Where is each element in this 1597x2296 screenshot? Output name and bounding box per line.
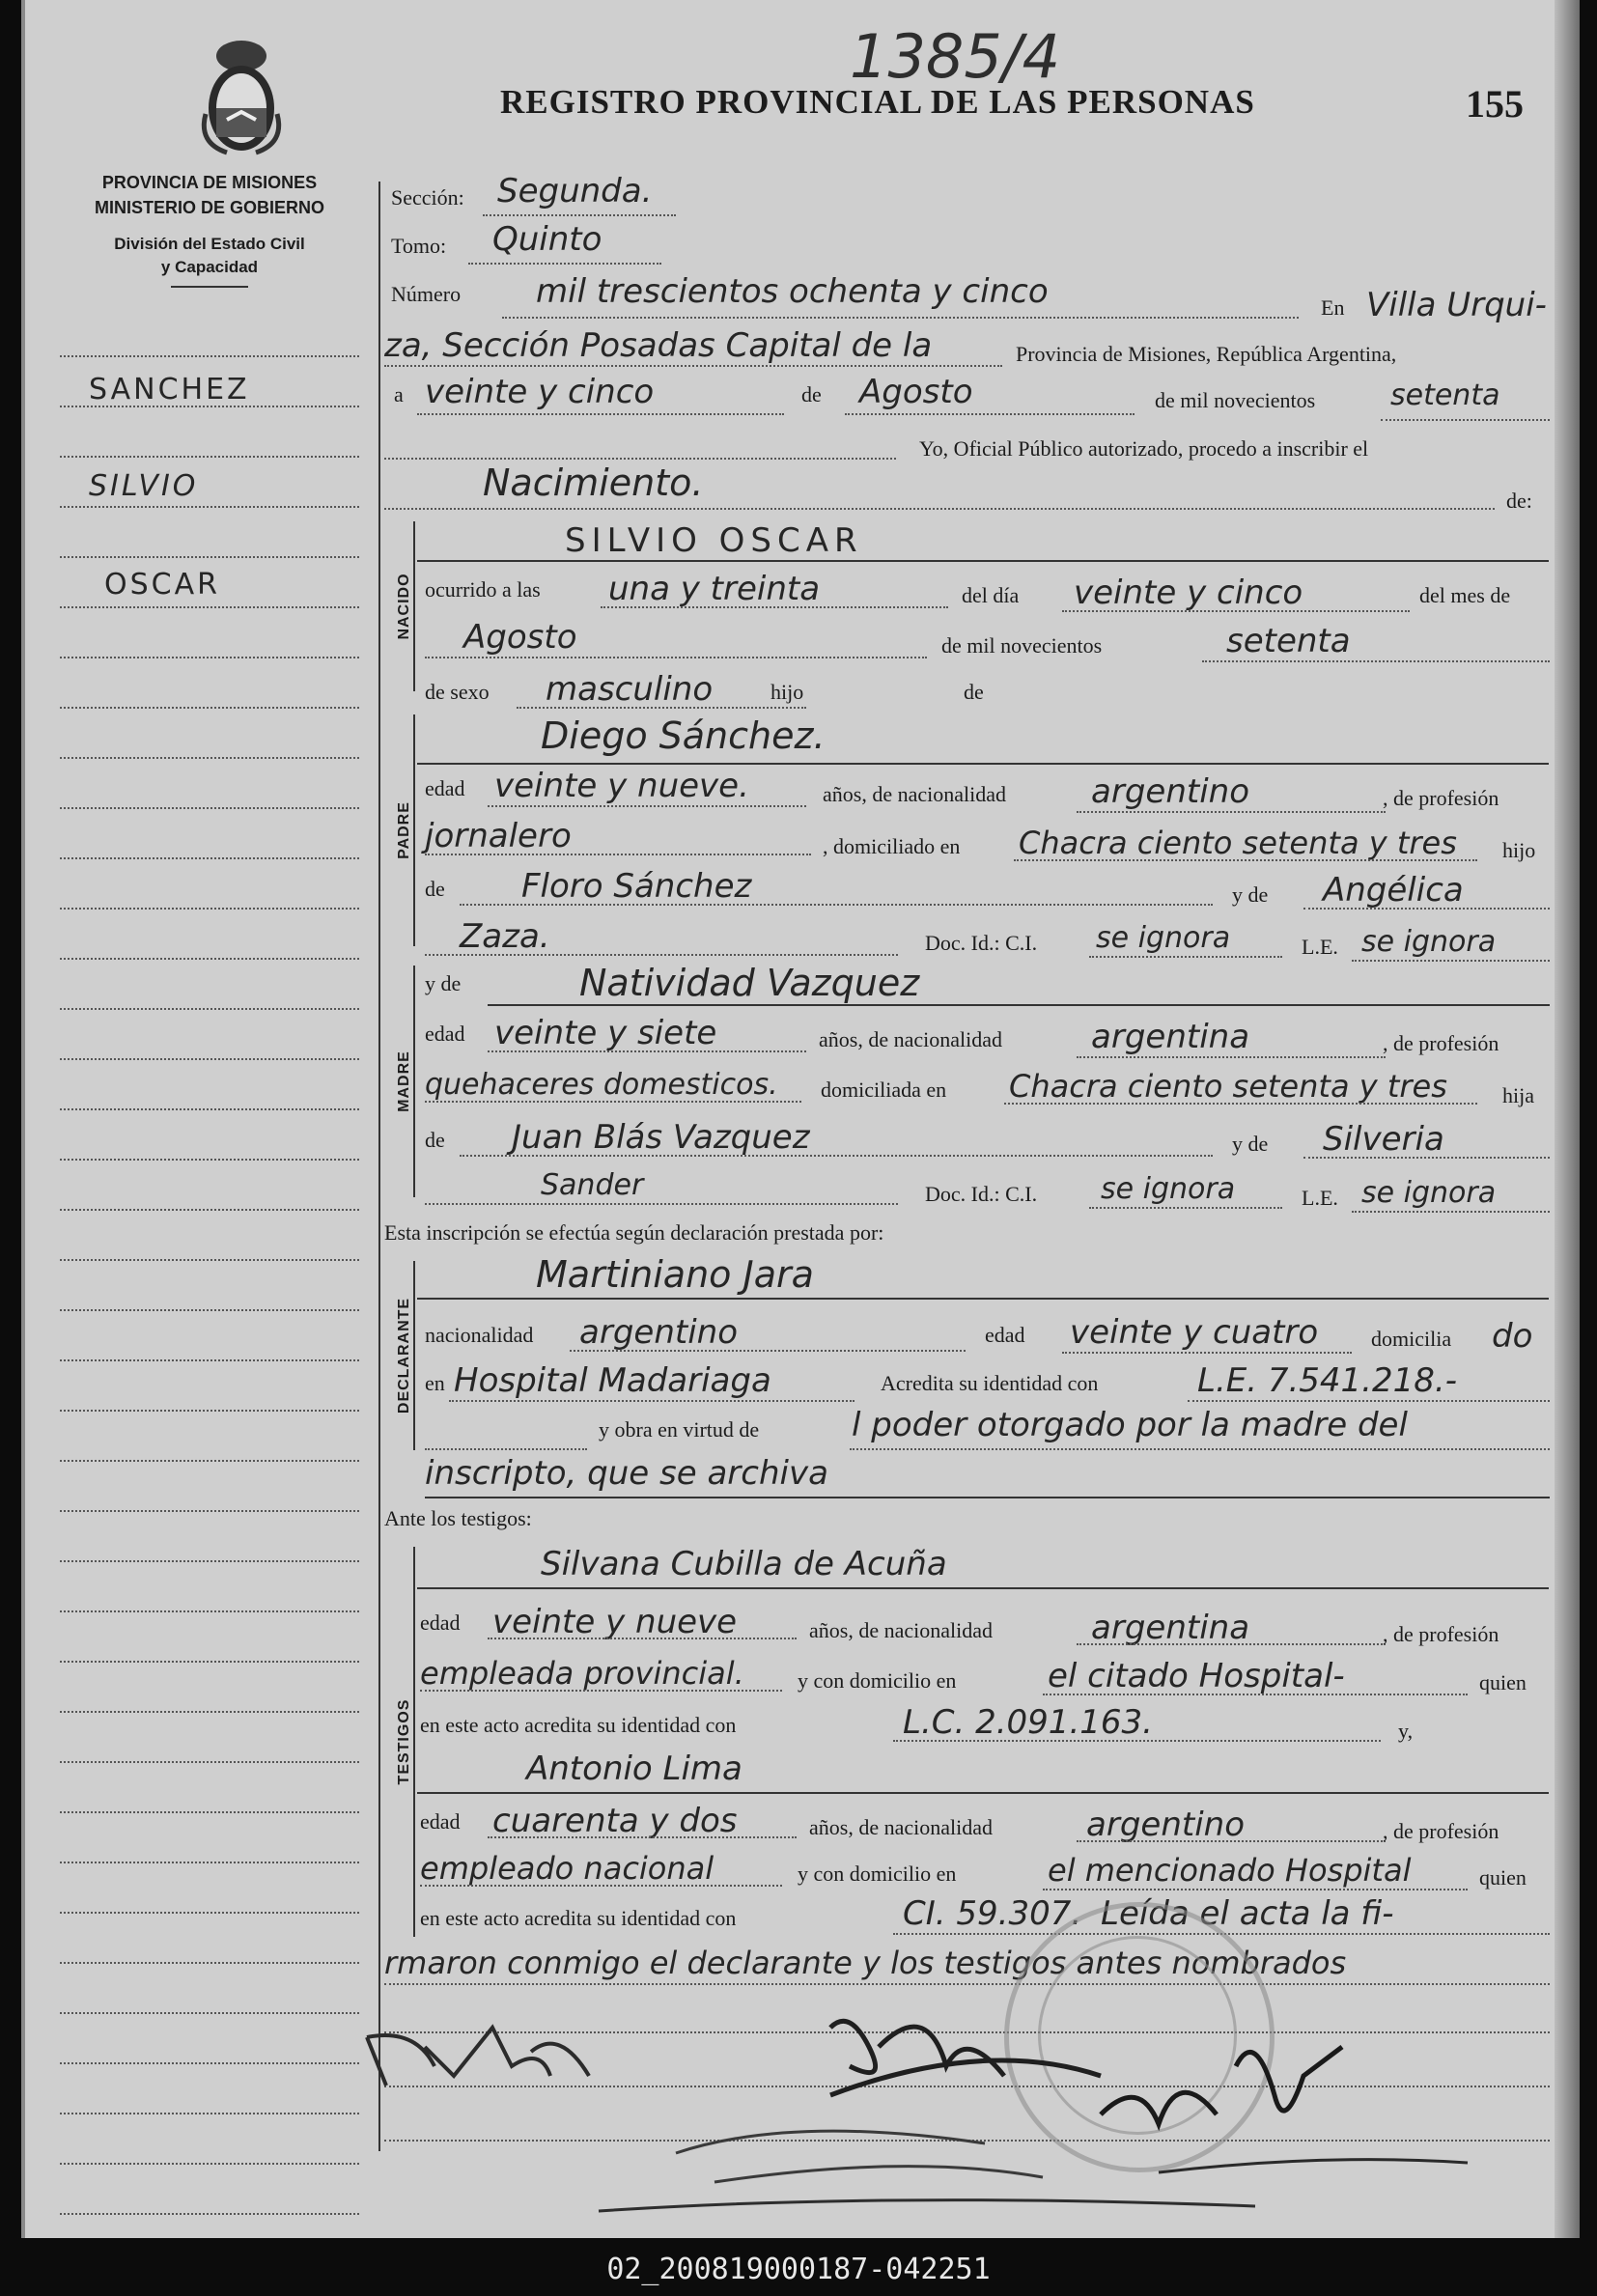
stub-line bbox=[60, 606, 359, 608]
place-line bbox=[384, 365, 1002, 367]
birth-hour-line bbox=[601, 606, 948, 608]
madre-edad-label: edad bbox=[425, 1022, 465, 1046]
signatures bbox=[309, 2008, 1564, 2221]
father-ci-value: se ignora bbox=[1096, 921, 1231, 955]
father-domicile-value: Chacra ciento setenta y tres bbox=[1019, 825, 1457, 861]
father-age-value: veinte y nueve. bbox=[494, 767, 749, 805]
witness1-domicile-line bbox=[1043, 1694, 1468, 1695]
declarante-en-label: en bbox=[425, 1371, 445, 1395]
witness1-id-value: L.C. 2.091.163. bbox=[903, 1703, 1153, 1742]
witness2-profession-line bbox=[420, 1885, 782, 1887]
witness1-id-line bbox=[893, 1740, 1381, 1742]
page-title: REGISTRO PROVINCIAL DE LAS PERSONAS bbox=[500, 83, 1255, 121]
declarant-authority-value-2: inscripto, que se archiva bbox=[425, 1454, 828, 1493]
madre-dom-label: domiciliada en bbox=[821, 1078, 947, 1102]
page-edge bbox=[1555, 0, 1580, 2238]
mother-age-value: veinte y siete bbox=[494, 1014, 717, 1052]
witness1-nationality-line bbox=[1077, 1643, 1386, 1645]
numero-label: Número bbox=[391, 282, 462, 306]
father-nationality-value: argentino bbox=[1091, 772, 1249, 811]
birth-month-value: Agosto bbox=[463, 618, 577, 657]
stub-line bbox=[60, 1510, 359, 1512]
padre-hijo-label: hijo bbox=[1502, 838, 1536, 862]
t1-y-label: y, bbox=[1398, 1719, 1414, 1743]
father-age-line bbox=[488, 805, 806, 807]
mother-domicile-line bbox=[1004, 1103, 1477, 1105]
date-year-label: de mil novecientos bbox=[1155, 388, 1316, 412]
stub-line bbox=[60, 1008, 359, 1010]
mother-full-name: Natividad Vazquez bbox=[579, 962, 920, 1004]
declarante-dom-label: domicilia bbox=[1371, 1327, 1452, 1351]
madre-prof-label: , de profesión bbox=[1383, 1031, 1499, 1055]
mother-le-line bbox=[1352, 1211, 1550, 1213]
act-type-value: Nacimiento. bbox=[483, 462, 704, 504]
mother-nationality-line bbox=[1077, 1056, 1386, 1058]
stub-line bbox=[60, 1610, 359, 1612]
declarante-edad-label: edad bbox=[985, 1323, 1025, 1347]
left-stub bbox=[60, 0, 359, 2238]
stub-line bbox=[60, 1962, 359, 1964]
tomo-label: Tomo: bbox=[391, 234, 447, 258]
stub-line bbox=[60, 1560, 359, 1562]
padre-de-label: de bbox=[425, 877, 445, 901]
witness2-age-line bbox=[488, 1836, 797, 1838]
mother-nationality-value: argentina bbox=[1091, 1018, 1250, 1056]
stub-line bbox=[60, 1108, 359, 1110]
declarant-nationality-line bbox=[570, 1350, 966, 1352]
province-name: PROVINCIA DE MISIONES bbox=[101, 173, 318, 192]
witness1-profession-value: empleada provincial. bbox=[420, 1655, 744, 1692]
stub-line bbox=[60, 757, 359, 759]
father-profession-value: jornalero bbox=[425, 817, 572, 855]
scan-file-id: 02_200819000187-042251 bbox=[606, 2253, 991, 2286]
stub-second-name: OSCAR bbox=[104, 568, 220, 602]
handwritten-folio-number: 1385/4 bbox=[850, 21, 1061, 92]
stub-line bbox=[60, 1410, 359, 1412]
mother-ci-line bbox=[1089, 1207, 1282, 1209]
paternal-grandfather-line bbox=[460, 904, 1213, 906]
stub-divider bbox=[171, 286, 248, 288]
date-year-value: setenta bbox=[1390, 378, 1500, 412]
declarante-section-label: DECLARANTE bbox=[396, 1261, 415, 1450]
declarant-age-value: veinte y cuatro bbox=[1070, 1313, 1319, 1352]
birth-year-value: setenta bbox=[1226, 622, 1351, 660]
ocurrido-label: ocurrido a las bbox=[425, 577, 541, 602]
madre-nac-label: años, de nacionalidad bbox=[819, 1027, 1002, 1051]
declarant-address-line bbox=[449, 1400, 855, 1402]
paternal-grandmother-line bbox=[1303, 908, 1550, 910]
mother-ci-value: se ignora bbox=[1101, 1172, 1236, 1206]
stub-line bbox=[60, 1058, 359, 1060]
witness2-age-value: cuarenta y dos bbox=[492, 1802, 738, 1840]
witness2-name-line bbox=[417, 1792, 1549, 1794]
witness2-nationality-value: argentino bbox=[1086, 1806, 1245, 1844]
t1-nac-label: años, de nacionalidad bbox=[809, 1618, 993, 1642]
date-year-line bbox=[1381, 419, 1550, 421]
stub-line bbox=[60, 1159, 359, 1161]
seccion-value: Segunda. bbox=[497, 172, 653, 210]
child-name-line bbox=[417, 560, 1549, 562]
declarant-name-line bbox=[417, 1298, 1549, 1300]
witness2-domicile-value: el mencionado Hospital bbox=[1048, 1852, 1412, 1889]
blank-line bbox=[384, 458, 896, 460]
madre-y-de-label: y de bbox=[425, 971, 462, 995]
maternal-grandfather-name: Juan Blás Vazquez bbox=[512, 1118, 810, 1157]
witness1-name: Silvana Cubilla de Acuña bbox=[541, 1545, 947, 1583]
obra-blank-line bbox=[425, 1448, 587, 1450]
ministry-name: MINISTERIO DE GOBIERNO bbox=[94, 198, 325, 217]
father-profession-line bbox=[425, 854, 811, 855]
padre-edad-label: edad bbox=[425, 776, 465, 800]
stub-surname: SANCHEZ bbox=[89, 373, 250, 406]
witness1-name-line bbox=[417, 1587, 1549, 1589]
stub-separator bbox=[378, 182, 380, 2151]
father-le-value: se ignora bbox=[1361, 925, 1497, 959]
en-value: Villa Urqui- bbox=[1366, 286, 1547, 324]
t2-quien-label: quien bbox=[1479, 1865, 1527, 1890]
stub-line bbox=[60, 1711, 359, 1713]
stub-line bbox=[60, 1259, 359, 1261]
father-full-name: Diego Sánchez. bbox=[541, 714, 826, 757]
place-value: za, Sección Posadas Capital de la bbox=[384, 326, 933, 365]
maternal-grandfather-line bbox=[460, 1155, 1213, 1157]
father-name-line bbox=[417, 763, 1549, 765]
mother-profession-value: quehaceres domesticos. bbox=[425, 1068, 778, 1102]
maternal-grandmother-surname: Sander bbox=[541, 1168, 644, 1202]
witness1-profession-line bbox=[420, 1690, 782, 1692]
date-day-value: veinte y cinco bbox=[425, 373, 655, 411]
del-dia-label: del día bbox=[962, 583, 1020, 607]
nacido-de-label: de bbox=[964, 680, 984, 704]
date-de-label: de bbox=[801, 382, 822, 406]
stub-line bbox=[60, 506, 359, 508]
witness1-age-line bbox=[488, 1638, 797, 1639]
stub-line bbox=[60, 1811, 359, 1813]
birth-year-line bbox=[1202, 660, 1550, 662]
yo-text: Yo, Oficial Público autorizado, procedo a inscribir el bbox=[919, 436, 1369, 461]
stub-line bbox=[60, 1309, 359, 1311]
declarant-authority-line-2 bbox=[425, 1497, 1550, 1498]
division-name: División del Estado Civil bbox=[114, 235, 305, 253]
witness2-nationality-line bbox=[1077, 1840, 1386, 1842]
t1-quien-label: quien bbox=[1479, 1670, 1527, 1694]
t2-edad-label: edad bbox=[420, 1809, 461, 1834]
declarant-id-value: L.E. 7.541.218.- bbox=[1197, 1361, 1457, 1400]
date-month-value: Agosto bbox=[859, 373, 973, 411]
stub-line bbox=[60, 657, 359, 658]
declarant-authority-line bbox=[850, 1448, 1550, 1450]
birth-hour-value: una y treinta bbox=[608, 570, 821, 608]
declarant-id-line bbox=[1188, 1400, 1550, 1402]
stub-line bbox=[60, 456, 359, 458]
sexo-value: masculino bbox=[546, 670, 714, 709]
t1-acredita-label: en este acto acredita su identidad con bbox=[420, 1713, 737, 1737]
stub-line bbox=[60, 556, 359, 558]
stub-line bbox=[60, 707, 359, 709]
act-de-label: de: bbox=[1506, 489, 1532, 513]
provincia-text: Provincia de Misiones, República Argentina, bbox=[1016, 342, 1397, 366]
madre-le-label: L.E. bbox=[1302, 1186, 1338, 1210]
stub-first-name: SILVIO bbox=[89, 469, 199, 503]
padre-prof-label: , de profesión bbox=[1383, 786, 1499, 810]
stub-line bbox=[60, 857, 359, 859]
mother-name-line bbox=[488, 1004, 1550, 1006]
declarant-age-line bbox=[1062, 1352, 1352, 1354]
declarante-acredita-label: Acredita su identidad con bbox=[881, 1371, 1099, 1395]
closing-line bbox=[384, 1983, 1550, 1985]
witness1-age-value: veinte y nueve bbox=[492, 1603, 738, 1641]
stub-line bbox=[60, 355, 359, 357]
stub-line bbox=[60, 1862, 359, 1863]
witness1-nationality-value: argentina bbox=[1091, 1609, 1250, 1647]
tomo-line bbox=[468, 263, 661, 265]
en-label: En bbox=[1321, 295, 1345, 320]
paternal-grandmother-surname-line bbox=[425, 954, 898, 956]
stub-line bbox=[60, 406, 359, 407]
maternal-grandmother-name: Silveria bbox=[1323, 1120, 1444, 1159]
padre-doc-label: Doc. Id.: C.I. bbox=[925, 931, 1038, 955]
padre-section-label: PADRE bbox=[396, 714, 415, 946]
mother-le-value: se ignora bbox=[1361, 1176, 1497, 1210]
t1-dom-label: y con domicilio en bbox=[798, 1668, 957, 1693]
padre-le-label: L.E. bbox=[1302, 935, 1338, 959]
declarante-obra-label: y obra en virtud de bbox=[599, 1417, 760, 1442]
padre-dom-label: , domiciliado en bbox=[823, 834, 961, 858]
maternal-grandmother-surname-line bbox=[425, 1203, 898, 1205]
declarant-address-value: Hospital Madariaga bbox=[454, 1361, 771, 1400]
father-nationality-line bbox=[1077, 811, 1386, 813]
declarant-domicile-suffix: do bbox=[1492, 1317, 1533, 1356]
madre-doc-label: Doc. Id.: C.I. bbox=[925, 1182, 1038, 1206]
stub-line bbox=[60, 1661, 359, 1663]
paternal-grandmother-name: Angélica bbox=[1323, 871, 1464, 910]
child-name: SILVIO OSCAR bbox=[565, 521, 863, 560]
sexo-label: de sexo bbox=[425, 680, 490, 704]
mother-domicile-value: Chacra ciento setenta y tres bbox=[1009, 1068, 1447, 1105]
stub-line bbox=[60, 807, 359, 809]
date-month-line bbox=[845, 413, 1135, 415]
page-number: 155 bbox=[1466, 82, 1524, 126]
padre-nac-label: años, de nacionalidad bbox=[823, 782, 1006, 806]
nacido-section-label: NACIDO bbox=[396, 521, 415, 691]
mother-profession-line bbox=[425, 1101, 801, 1103]
numero-line bbox=[502, 317, 1299, 319]
stub-line bbox=[60, 958, 359, 960]
witness2-name: Antonio Lima bbox=[526, 1750, 742, 1788]
closing-text-2: rmaron conmigo el declarante y los testigos antes nombrados bbox=[384, 1945, 1347, 1981]
mother-age-line bbox=[488, 1050, 806, 1052]
madre-de-label: de bbox=[425, 1128, 445, 1152]
madre-y-de2-label: y de bbox=[1232, 1132, 1269, 1156]
division-name-2: y Capacidad bbox=[160, 258, 259, 276]
father-le-line bbox=[1352, 960, 1550, 962]
birth-year-label: de mil novecientos bbox=[941, 633, 1103, 658]
numero-value: mil trescientos ochenta y cinco bbox=[536, 272, 1049, 311]
declarante-nac-label: nacionalidad bbox=[425, 1323, 534, 1347]
witness1-domicile-value: el citado Hospital- bbox=[1048, 1657, 1345, 1695]
act-type-line bbox=[384, 508, 1495, 510]
declarant-nationality-value: argentino bbox=[579, 1313, 738, 1352]
paternal-grandfather-name: Floro Sánchez bbox=[521, 867, 752, 906]
stub-line bbox=[60, 908, 359, 910]
maternal-grandmother-line bbox=[1303, 1157, 1550, 1159]
madre-section-label: MADRE bbox=[396, 966, 415, 1197]
t2-dom-label: y con domicilio en bbox=[798, 1862, 957, 1886]
birth-day-line bbox=[1062, 610, 1410, 612]
witness2-domicile-line bbox=[1043, 1889, 1468, 1890]
t2-prof-label: , de profesión bbox=[1383, 1819, 1499, 1843]
stub-line bbox=[60, 1209, 359, 1211]
madre-hija-label: hija bbox=[1502, 1083, 1534, 1107]
birth-day-value: veinte y cinco bbox=[1074, 574, 1303, 612]
declarant-authority-value: l poder otorgado por la madre del bbox=[852, 1406, 1408, 1444]
stub-line bbox=[60, 1460, 359, 1462]
stub-line bbox=[60, 1761, 359, 1763]
witness2-profession-value: empleado nacional bbox=[420, 1850, 714, 1887]
date-day-line bbox=[417, 413, 784, 415]
t2-nac-label: años, de nacionalidad bbox=[809, 1815, 993, 1839]
father-ci-line bbox=[1089, 956, 1282, 958]
hijo-label: hijo bbox=[770, 680, 804, 704]
padre-y-de-label: y de bbox=[1232, 882, 1269, 907]
sexo-line bbox=[517, 707, 806, 709]
t1-prof-label: , de profesión bbox=[1383, 1622, 1499, 1646]
del-mes-label: del mes de bbox=[1419, 583, 1511, 607]
witness2-id-value: CI. 59.307. bbox=[903, 1894, 1082, 1933]
father-domicile-line bbox=[1014, 859, 1477, 861]
date-a-label: a bbox=[394, 382, 404, 406]
t1-edad-label: edad bbox=[420, 1610, 461, 1635]
declaracion-intro: Esta inscripción se efectúa según declaración prestada por: bbox=[384, 1220, 884, 1245]
closing-text-1: Leída el acta la fi- bbox=[1101, 1894, 1394, 1933]
seccion-label: Sección: bbox=[391, 185, 464, 210]
birth-month-line bbox=[425, 657, 927, 658]
testigos-section-label: TESTIGOS bbox=[396, 1547, 415, 1937]
paternal-grandmother-surname: Zaza. bbox=[460, 917, 550, 956]
seccion-line bbox=[483, 214, 676, 216]
stub-line bbox=[60, 1912, 359, 1914]
tomo-value: Quinto bbox=[492, 220, 602, 259]
t2-acredita-label: en este acto acredita su identidad con bbox=[420, 1906, 737, 1930]
declarant-name: Martiniano Jara bbox=[536, 1253, 814, 1296]
testigos-intro: Ante los testigos: bbox=[384, 1506, 532, 1530]
stub-line bbox=[60, 1359, 359, 1361]
